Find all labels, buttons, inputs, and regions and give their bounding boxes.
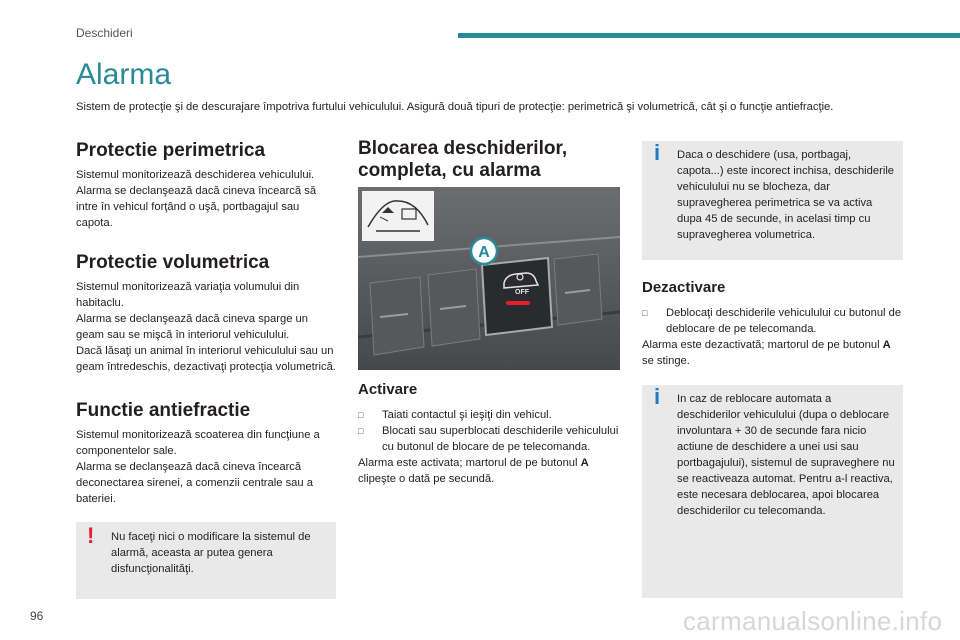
page-title: Alarma — [76, 58, 172, 91]
deactivation-title: Dezactivare — [642, 279, 726, 296]
perimetric-section — [76, 140, 338, 231]
deactivation-result: Alarma este dezactivată; martorul de pe butonul A se stinge. — [642, 339, 891, 367]
antitheft-line: Alarma se declanşează dacă cineva încearcă deconectarea sirenei, a comenzii centrale sau a bateriei. — [76, 461, 313, 505]
warning-note — [76, 522, 336, 599]
warning-icon: ! — [87, 523, 95, 548]
alarm-button-figure — [358, 187, 620, 370]
button-off-label: OFF — [515, 289, 529, 296]
antitheft-title: Functie antiefractie — [76, 400, 251, 421]
info-note-2 — [642, 385, 903, 598]
warning-note-text: Nu faceţi nici o modificare la sistemul de alarmă, aceasta ar putea genera disfuncţionalităţi. — [111, 531, 311, 575]
watermark: carmanualsonline.info — [683, 606, 943, 636]
info-note-1-text: Daca o deschidere (usa, portbagaj, capota...) este incorect inchisa, deschiderile vehiculului nu se blocheza, dar supravegherea perimetrica se va activa dupa 45 de secunde, in acelasi timp cu supravegherea volumetrica. — [677, 149, 895, 241]
header-accent-bar — [458, 33, 960, 38]
checkbox-bullet-icon: □ — [358, 410, 364, 420]
antitheft-section — [76, 400, 338, 507]
alarm-button-illustration — [358, 187, 620, 370]
perimetric-title: Protectie perimetrica — [76, 140, 266, 161]
checkbox-bullet-icon: □ — [358, 426, 364, 436]
intro-paragraph: Sistem de protecţie şi de descurajare împotriva furtului vehiculului. Asigură două tipuri de protecţie: perimetrică şi volumetrică, cât şi o funcţie antiefracţie. — [76, 101, 834, 113]
perimetric-line: Sistemul monitorizează deschiderea vehiculului. — [76, 169, 315, 181]
activation-title: Activare — [358, 381, 418, 398]
volumetric-line: Alarma se declanşează dacă cineva sparge un geam sau se mişcă în interiorul vehiculului. — [76, 313, 308, 341]
info-icon: i — [654, 384, 661, 409]
info-icon: i — [654, 140, 661, 165]
callout-a-label: A — [478, 244, 490, 261]
locking-title: Blocarea deschiderilor, completa, cu alarma — [358, 138, 568, 181]
list-item: □ Taiati contactul şi ieşiţi din vehicul. — [358, 409, 552, 421]
perimetric-line: Alarma se declanşează dacă cineva încearcă să intre în vehicul forţând o uşă, portbagajul sau capota. — [76, 185, 317, 229]
antitheft-line: Sistemul monitorizează scoaterea din funcţiune a componentelor sale. — [76, 429, 320, 457]
info-note-2-text: In caz de reblocare automata a deschiderilor vehiculului (dupa o deblocare involuntara + 30 de secunde fara nicio actiune de deschidere a unei usi sau portbagajului), sistemul de supraveghere nu se reactiveaza automat. Pentru a-l reactiva, este necesara deblocarea, apoi blocarea deschiderilor cu telecomanda. — [677, 393, 895, 517]
checkbox-bullet-icon: □ — [642, 308, 648, 318]
section-header: Deschideri — [76, 26, 133, 40]
volumetric-title: Protectie volumetrica — [76, 252, 270, 273]
locking-section — [358, 138, 620, 182]
activation-result: Alarma este activata; martorul de pe butonul A clipeşte o dată pe secundă. — [358, 457, 589, 485]
volumetric-line: Sistemul monitorizează variaţia volumului din habitaclu. — [76, 281, 300, 309]
info-note-1 — [642, 141, 903, 260]
volumetric-section — [76, 252, 338, 375]
deactivation-section — [642, 279, 904, 369]
list-item: □ Blocati sau superblocati deschiderile vehiculului cu butonul de blocare de pe telecomanda. — [358, 425, 619, 453]
volumetric-line: Dacă lăsaţi un animal în interiorul vehiculului sau un geam întredeschis, dezactivaţi protecţia volumetrică. — [76, 345, 336, 373]
list-item: □ Deblocaţi deschiderile vehiculului cu butonul de deblocare de pe telecomanda. — [642, 307, 902, 335]
activation-section — [358, 381, 620, 487]
page-number: 96 — [30, 609, 44, 623]
